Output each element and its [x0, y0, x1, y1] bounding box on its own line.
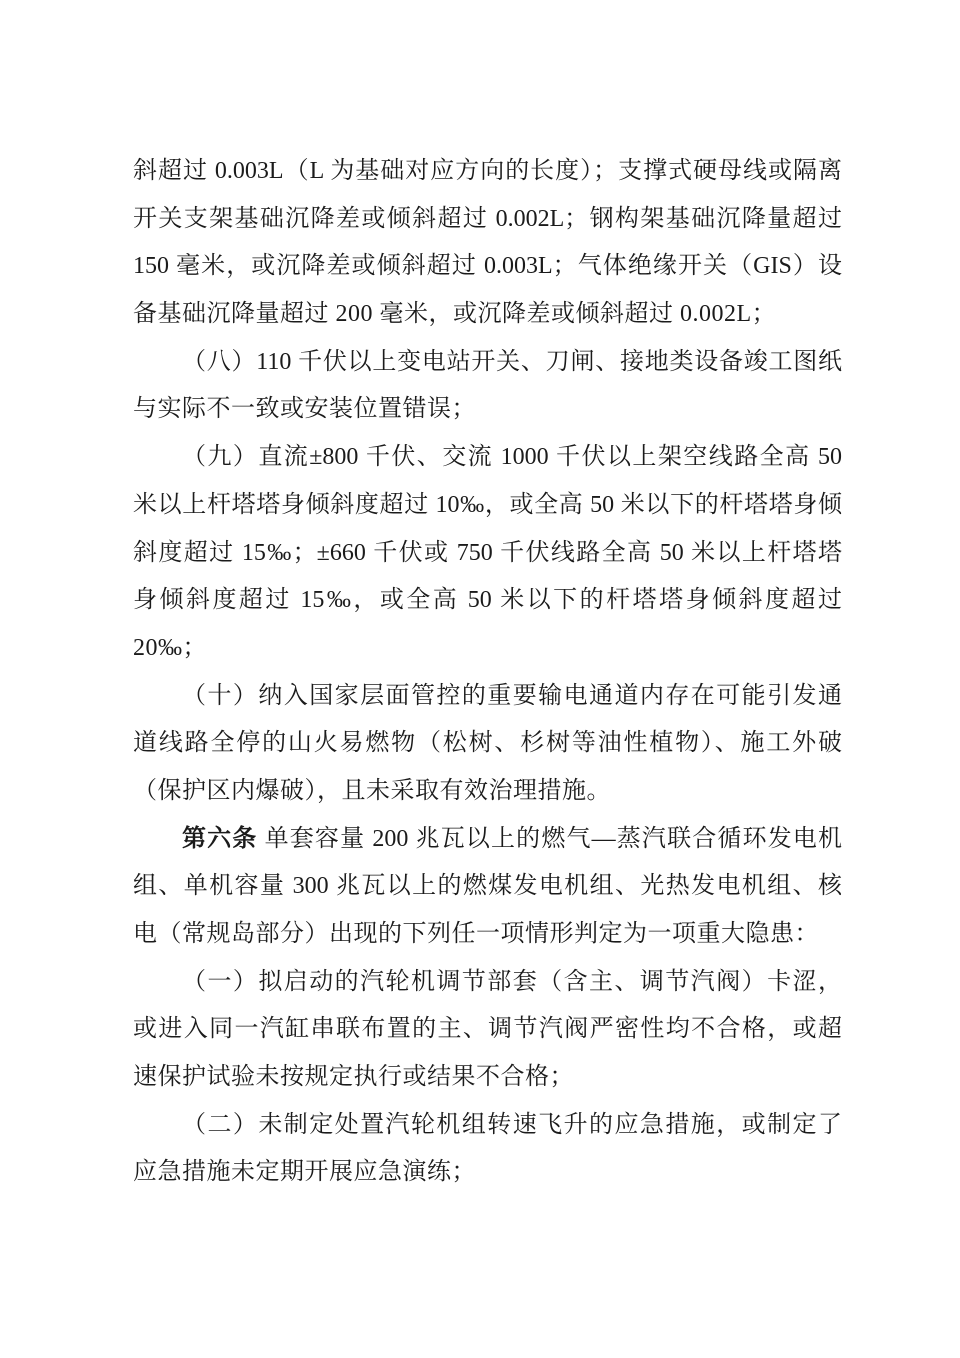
- text-line: 速保护试验未按规定执行或结果不合格；: [133, 1064, 574, 1091]
- text-line: 备基础沉降量超过 200 毫米，或沉降差或倾斜超过 0.002L；: [133, 301, 777, 328]
- text-line: 150 毫米，或沉降差或倾斜超过 0.003L；气体绝缘开关（GIS）设: [133, 253, 842, 280]
- text-line: （一）拟启动的汽轮机调节部套（含主、调节汽阀）卡涩，: [182, 968, 842, 995]
- text-line: 道线路全停的山火易燃物（松树、杉树等油性植物）、施工外破: [133, 730, 842, 757]
- text-line: 米以上杆塔塔身倾斜度超过 10‰，或全高 50 米以下的杆塔塔身倾: [133, 491, 842, 518]
- text-line: 与实际不一致或安装位置错误；: [133, 396, 476, 423]
- text-line: 斜超过 0.003L（L 为基础对应方向的长度）；支撑式硬母线或隔离: [133, 158, 842, 184]
- text-line: 20‰；: [133, 634, 207, 661]
- document-page: [133, 148, 842, 1197]
- text-line: （十）纳入国家层面管控的重要输电通道内存在可能引发通: [182, 682, 842, 709]
- article-number-label: 第六条: [182, 825, 258, 852]
- text-line: （二）未制定处置汽轮机组转速飞升的应急措施，或制定了: [182, 1111, 842, 1138]
- text-line: （九）直流±800 千伏、交流 1000 千伏以上架空线路全高 50: [182, 444, 842, 471]
- text-line: 组、单机容量 300 兆瓦以上的燃煤发电机组、光热发电机组、核: [133, 873, 842, 900]
- text-line-remainder: 单套容量 200 兆瓦以上的燃气—蒸汽联合循环发电机: [257, 825, 843, 852]
- text-line: 电（常规岛部分）出现的下列任一项情形判定为一项重大隐患：: [133, 921, 819, 947]
- text-line: 应急措施未定期开展应急演练；: [133, 1159, 476, 1186]
- text-line: 或进入同一汽缸串联布置的主、调节汽阀严密性均不合格，或超: [133, 1016, 842, 1043]
- text-line: （八）110 千伏以上变电站开关、刀闸、接地类设备竣工图纸: [182, 348, 842, 375]
- text-line: 斜度超过 15‰；±660 千伏或 750 千伏线路全高 50 米以上杆塔塔: [133, 539, 842, 566]
- text-line: 开关支架基础沉降差或倾斜超过 0.002L；钢构架基础沉降量超过: [133, 205, 842, 232]
- text-line: [133, 816, 842, 864]
- text-line: （保护区内爆破），且未采取有效治理措施。: [133, 777, 611, 804]
- text-line: 身倾斜度超过 15‰，或全高 50 米以下的杆塔塔身倾斜度超过: [133, 587, 842, 614]
